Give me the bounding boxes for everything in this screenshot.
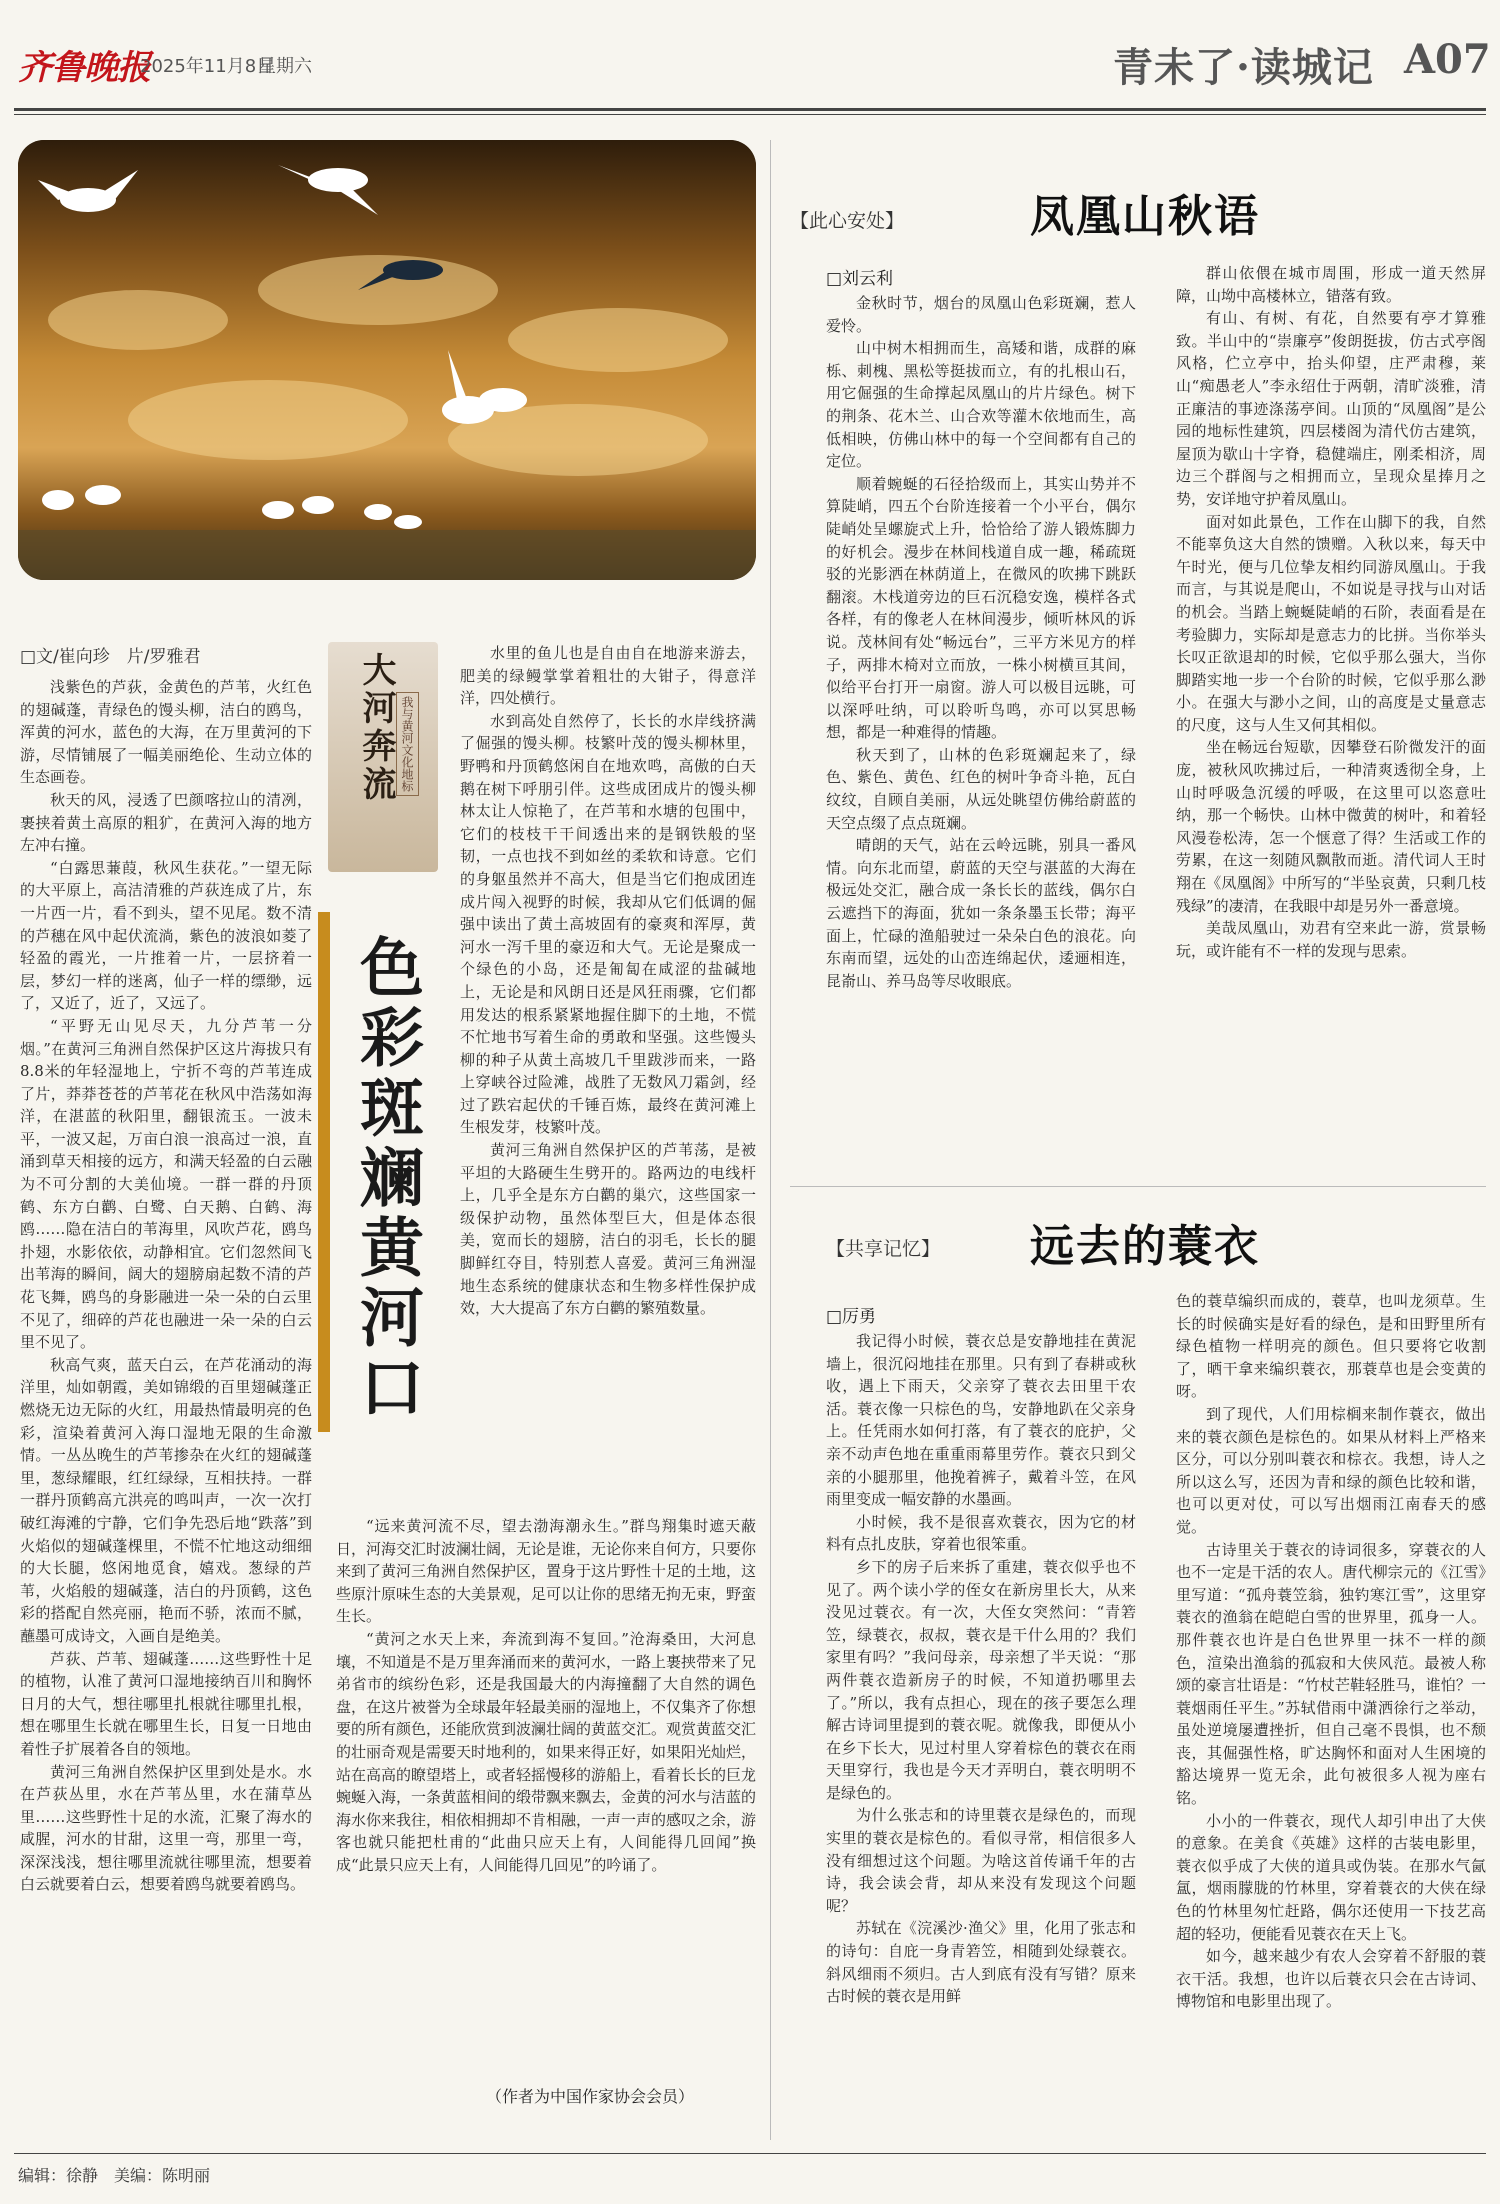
paragraph: “平野无山见尽天，九分芦苇一分烟。”在黄河三角洲自然保护区这片海拔只有8.8米的年轻湿地上，宁折不弯的芦苇连成了片，莽莽苍苍的芦苇花在秋风中浩荡如海洋，在湛蓝的秋阳里，翻银流玉。一波未平，一波又起，万亩白浪一浪高过一浪，直涌到草天相接的远方，和满天轻盈的白云融为不可分割的大美仙境。一群一群的丹顶鹤、东方白鹳、白鹭、白天鹅、白鹤、海鸥……隐在洁白的苇海里，风吹芦花，鸥鸟扑翅，水影依依，动静相宜。它们忽然间飞出苇海的瞬间，阔大的翅膀扇起数不清的芦花飞舞，鸥鸟的身影融进一朵一朵的白云里不见了，细碎的芦花也融进一朵一朵的白云里不见了。 — [20, 1016, 312, 1352]
column-divider — [770, 140, 771, 2140]
paragraph: 晴朗的天气，站在云岭远眺，别具一番风情。向东北而望，蔚蓝的天空与湛蓝的大海在极远处交汇，融合成一条长长的蓝线，偶尔白云遮挡下的海面，犹如一条条墨玉长带；海平面上，忙碌的渔船驶过一朵朵白色的浪花。向东南而望，远处的山峦连绵起伏，逶逦相连，昆嵛山、养马岛等尽收眼底。 — [826, 836, 1136, 990]
paragraph: 秋天到了，山林的色彩斑斓起来了，绿色、紫色、黄色、红色的树叶争奇斗艳，瓦白纹纹，自顾自美丽，从远处眺望仿佛给蔚蓝的天空点缀了点点斑斓。 — [826, 745, 1136, 832]
header-rule-thin — [14, 114, 1486, 115]
paragraph: 水里的鱼儿也是自由自在地游来游去，肥美的绿鳗掌掌着粗壮的大钳子，得意洋洋，四处横行。 — [460, 644, 756, 708]
article-divider — [790, 1186, 1486, 1187]
wetland-egrets-photo — [18, 140, 756, 580]
section-title: 青未了·读城记 — [1113, 44, 1374, 91]
author-note: （作者为中国作家协会会员） — [485, 2087, 694, 2106]
column-logo-title: 大河奔流 — [356, 652, 396, 804]
paragraph: 小时候，我不是很喜欢蓑衣，因为它的材料有点扎皮肤，穿着也很笨重。 — [826, 1512, 1136, 1554]
paragraph: 苏轼在《浣溪沙·渔父》里，化用了张志和的诗句：自庇一身青箬笠，相随到处绿蓑衣。斜风细雨不须归。古人到底有没有写错？原来古时候的蓑衣是用鲜 — [826, 1919, 1136, 2006]
paragraph: “黄河之水天上来，奔流到海不复回。”沧海桑田，大河息壤，不知道是不是万里奔涌而来的黄河水，一路上裹挟带来了兄弟省市的缤纷色彩，还是我国最大的内海撞翻了大自然的调色盘，在这片被誉为全球最年轻最美丽的湿地上，不仅集齐了你想要的所有颜色，还能欣赏到波澜壮阔的黄蓝交汇。观赏黄蓝交汇的壮丽奇观是需要天时地利的，如果来得正好，如果阳光灿烂，站在高高的瞭望塔上，或者轻摇慢移的游船上，看着长长的巨龙蜿蜒入海，一条黄蓝相间的缎带飘来飘去，金黄的河水与洁蓝的海水你来我往，相依相拥却不肯相融，一声一声的感叹之余，游客也就只能把杜甫的“此曲只应天上有，人间能得几回闻”换成“此景只应天上有，人间能得几回见”的吟诵了。 — [336, 1629, 756, 1874]
title-accent-bar — [318, 912, 330, 1432]
editor-credits: 编辑：徐静 美编：陈明丽 — [18, 2166, 211, 2185]
page-number: A07 — [1404, 36, 1491, 83]
paragraph: 面对如此景色，工作在山脚下的我，自然不能辜负这大自然的馈赠。入秋以来，每天中午时光，便与几位挚友相约同游凤凰山。于我而言，与其说是爬山，不如说是寻找与山对话的机会。当踏上蜿蜒陡峭的石阶，表面看是在考验脚力，实际却是意志力的比拼。当你举头长叹正欲退却的时候，它似乎那么强大，当你脚踏实地一步一个台阶的时候，它似乎那么渺小。在强大与渺小之间，山的高度是丈量意志的尺度，这与人生又何其相似。 — [1176, 512, 1486, 734]
article1-title: 色彩斑斓黄河口 — [349, 934, 423, 1424]
article2-author: □刘云利 — [826, 269, 894, 289]
issue-date: 2025年11月8日 — [140, 56, 275, 77]
article1-column1 — [20, 676, 312, 2101]
paragraph: 美哉凤凰山，劝君有空来此一游，赏景畅玩，或许能有不一样的发现与思索。 — [1176, 919, 1486, 960]
article2-column2 — [1176, 262, 1486, 1162]
issue-weekday: 星期六 — [258, 56, 312, 77]
paragraph: 水到高处自然停了，长长的水岸线挤满了倔强的馒头柳。枝繁叶茂的馒头柳林里，野鸭和丹顶鹤悠闲自在地欢鸣，高傲的白天鹅在树下呼朋引伴。这些成团成片的馒头柳林太让人惊艳了，在芦苇和水塘的包围中，它们的枝枝干干间透出来的是钢铁般的坚韧，一点也找不到如丝的柔软和诗意。它们的身躯虽然并不高大，但是当它们抱成团连成片闯入视野的时候，我却从它们低调的倔强中读出了黄土高坡固有的豪爽和浑厚，黄河水一泻千里的豪迈和大气。无论是聚成一个绿色的小岛，还是匍匐在咸涩的盐碱地上，无论是和风朗日还是风狂雨骤，它们都用发达的根系紧紧地握住脚下的土地，不慌不忙地书写着生命的勇敢和坚强。这些馒头柳的种子从黄土高坡几千里跋涉而来，一路上穿峡谷过险滩，战胜了无数风刀霜剑，经过了跌宕起伏的千锤百炼，最终在黄河滩上生根发芽，枝繁叶茂。 — [460, 711, 756, 1137]
paragraph: 金秋时节，烟台的凤凰山色彩斑斓，惹人爱怜。 — [826, 294, 1136, 335]
paragraph: 小小的一件蓑衣，现代人却引申出了大侠的意象。在美食《英雄》这样的古装电影里，蓑衣似乎成了大侠的道具或伪装。在那水气氤氲，烟雨朦胧的竹林里，穿着蓑衣的大侠在绿色的竹林里匆忙赶路，偶尔还使用一下技艺高超的轻功，便能看见蓑衣在天上飞。 — [1176, 1811, 1486, 1943]
paragraph: 芦荻、芦苇、翅碱蓬……这些野性十足的植物，认准了黄河口湿地接纳百川和胸怀日月的大气，想往哪里扎根就往哪里扎根，想在哪里生长就在哪里生长，日复一日地由着性子扩展着各自的领地。 — [20, 1649, 312, 1758]
footer-rule — [14, 2153, 1486, 2154]
header-rule — [14, 108, 1486, 111]
paragraph: 有山、有树、有花，自然要有亭才算雅致。半山中的“崇廉亭”俊朗挺拔，仿古式亭阁风格，伫立亭中，抬头仰望，庄严肃穆，莱山“痴愚老人”李永绍仕于两朝，清旷淡雅，清正廉洁的事迹涤荡亭间。山顶的“凤凰阁”是公园的地标性建筑，四层楼阁为清代仿古建筑，屋顶为歇山十字脊，稳健端庄，刚柔相济，周边三个群阁与之相拥而立，呈现众星捧月之势，安详地守护着凤凰山。 — [1176, 309, 1486, 508]
paragraph: 群山依偎在城市周围，形成一道天然屏障，山坳中高楼林立，错落有致。 — [1176, 264, 1486, 305]
article1-column2 — [460, 642, 756, 1512]
article3-column1 — [826, 1330, 1136, 2140]
article3-title: 远去的蓑衣 — [1030, 1221, 1260, 1272]
paragraph: 坐在畅远台短歇，因攀登石阶微发汗的面庞，被秋风吹拂过后，一种清爽透彻全身，上山时呼吸急沉缓的呼吸，在这里可以恣意吐纳，那一个畅快。山林中微黄的树叶，和着轻风漫卷松涛，怎一个惬意了得？生活或工作的劳累，在这一刻随风飘散而逝。清代词人王时翔在《凤凰阁》中所写的“半坠哀黄，只剩几枝残绿”的凄清，在我眼中却是另外一番意境。 — [1176, 738, 1486, 915]
paragraph: 到了现代，人们用棕榈来制作蓑衣，做出来的蓑衣颜色是棕色的。如果从材料上严格来区分，可以分别叫蓑衣和棕衣。我想，诗人之所以这么写，还因为青和绿的颜色比较和谐，也可以更对仗，可以写出烟雨江南春天的感觉。 — [1176, 1404, 1486, 1536]
paragraph: 秋天的风，浸透了巴颜喀拉山的清冽，裹挟着黄土高原的粗犷，在黄河入海的地方左冲右撞。 — [20, 790, 312, 855]
paragraph: 我记得小时候，蓑衣总是安静地挂在黄泥墙上，很沉闷地挂在那里。只有到了春耕或秋收，遇上下雨天，父亲穿了蓑衣去田里干农活。蓑衣像一只棕色的鸟，安静地趴在父亲身上。任凭雨水如何打落，有了蓑衣的庇护，父亲不动声色地在重重雨幕里劳作。蓑衣只到父亲的小腿那里，他挽着裤子，戴着斗笠，在风雨里变成一幅安静的水墨画。 — [826, 1332, 1136, 1509]
paragraph: “白露思蒹葭，秋风生获花。”一望无际的大平原上，高洁清雅的芦荻连成了片，东一片西一片，看不到头，望不见尾。数不清的芦穗在风中起伏流淌，紫色的波浪如菱了轻盈的霞光，一片推着一片，一层挤着一层，梦幻一样的迷离，仙子一样的缥缈，远了，又近了，近了，又远了。 — [20, 858, 312, 1013]
article3-author: □厉勇 — [826, 1307, 877, 1327]
paragraph: 秋高气爽，蓝天白云，在芦花涌动的海洋里，灿如朝霞，美如锦缎的百里翅碱蓬正燃烧无边无际的火红，用最热情最明亮的色彩，渲染着黄河入海口湿地无限的生命激情。一丛丛晚生的芦苇掺杂在火红的翅碱蓬里，葱绿耀眼，红红绿绿，互相扶持。一群一群丹顶鹤高亢洪亮的鸣叫声，一次一次打破红海滩的宁静，它们争先恐后地“跌落”到火焰似的翅碱蓬棵里，不慌不忙地这动细细的大长腿，悠闲地觅食，嬉戏。葱绿的芦苇，火焰般的翅碱蓬，洁白的丹顶鹤，这色彩的搭配自然亮丽，艳而不骄，浓而不腻，蘸墨可成诗文，入画自是绝美。 — [20, 1355, 312, 1645]
article2-title: 凤凰山秋语 — [1030, 191, 1260, 242]
newspaper-logo: 齐鲁晚报 — [18, 48, 150, 88]
article3-column2 — [1176, 1290, 1486, 2140]
column-logo — [328, 642, 438, 872]
article1-column3 — [336, 1515, 756, 2085]
paragraph: 山中树木相拥而生，高矮和谐，成群的麻栎、刺槐、黑松等挺拔而立，有的扎根山石，用它倔强的生命撑起凤凰山的片片绿色。树下的荆条、花木兰、山合欢等灌木依地而生，高低相映，仿佛山林中的每一个空间都有自己的定位。 — [826, 339, 1136, 471]
paragraph: 色的蓑草编织而成的，蓑草，也叫龙须草。生长的时候确实是好看的绿色，是和田野里所有绿色植物一样明亮的颜色。但只要将它收割了，晒干拿来编织蓑衣，那蓑草也是会变黄的呀。 — [1176, 1292, 1486, 1401]
article2-tag: 【此心安处】 — [790, 210, 905, 232]
paragraph: 为什么张志和的诗里蓑衣是绿色的，而现实里的蓑衣是棕色的。看似寻常，相信很多人没有细想过这个问题。为啥这首传诵千年的古诗，我会读会背，却从来没有发现这个问题呢？ — [826, 1806, 1136, 1915]
paragraph: 顺着蜿蜒的石径拾级而上，其实山势并不算陡峭，四五个台阶连接着一个小平台，偶尔陡峭处呈螺旋式上升，恰恰给了游人锻炼脚力的好机会。漫步在林间栈道自成一趣，稀疏斑驳的光影洒在林荫道上，在微风的吹拂下跳跃翻滚。木栈道旁边的巨石沉稳安逸，模样各式各样，有的像老人在林间漫步，倾听林风的诉说。茂林间有处“畅远台”，三平方米见方的样子，两排木椅对立而放，一株小树横亘其间，似给平台打开一扇窗。游人可以极目远眺，可以深呼吐纳，可以聆听鸟鸣，亦可以冥思畅想，都是一种难得的情趣。 — [826, 474, 1136, 742]
article1-byline: □文/崔向珍 片/罗雅君 — [20, 647, 201, 667]
column-logo-subtitle: 我与黄河文化地标 — [396, 692, 419, 796]
paragraph: 黄河三角洲自然保护区里到处是水。水在芦荻丛里，水在芦苇丛里，水在蒲草丛里……这些野性十足的水流，汇聚了海水的咸腥，河水的甘甜，这里一弯，那里一弯，深深浅浅，想往哪里流就往哪里流，想要着白云就要着白云，想要着鸥鸟就要着鸥鸟。 — [20, 1762, 312, 1894]
article2-column1 — [826, 292, 1136, 1162]
paragraph: “远来黄河流不尽，望去渤海潮永生。”群鸟翔集时遮天蔽日，河海交汇时波澜壮阔，无论是谁，无论你来自何方，只要你来到了黄河三角洲自然保护区，置身于这片野性十足的土地，这些原汁原味生态的大美景观，足可以让你的思绪无拘无束，野蛮生长。 — [336, 1517, 756, 1626]
paragraph: 如今，越来越少有农人会穿着不舒服的蓑衣干活。我想，也许以后蓑衣只会在古诗词、博物馆和电影里出现了。 — [1176, 1947, 1486, 2011]
paragraph: 乡下的房子后来拆了重建，蓑衣似乎也不见了。两个读小学的侄女在新房里长大，从来没见过蓑衣。有一次，大侄女突然问：“青箬笠，绿蓑衣，叔叔，蓑衣是干什么用的？我们家里有吗？”我问母亲，母亲想了半天说：“那两件蓑衣造新房子的时候，不知道扔哪里去了。”所以，我有点担心，现在的孩子要怎么理解古诗词里提到的蓑衣呢。就像我，即便从小在乡下长大，见过村里人穿着棕色的蓑衣在雨天里穿行，我也是今天才弄明白，蓑衣明明不是绿色的。 — [826, 1557, 1136, 1802]
paragraph: 黄河三角洲自然保护区的芦苇荡，是被平坦的大路硬生生劈开的。路两边的电线杆上，几乎全是东方白鹳的巢穴，这些国家一级保护动物，虽然体型巨大，但是体态很美，宽而长的翅膀，洁白的羽毛，长长的腿脚鲜红夺目，特别惹人喜爱。黄河三角洲湿地生态系统的健康状态和生物多样性保护成效，大大提高了东方白鹳的繁殖数量。 — [460, 1141, 756, 1318]
paragraph: 浅紫色的芦荻，金黄色的芦苇，火红色的翅碱蓬，青绿色的馒头柳，洁白的鸥鸟，浑黄的河水，蓝色的大海，在万里黄河的下游，尽情铺展了一幅美丽绝伦、生动立体的生态画卷。 — [20, 678, 312, 787]
article3-tag: 【共享记忆】 — [826, 1238, 941, 1260]
paragraph: 古诗里关于蓑衣的诗词很多，穿蓑衣的人也不一定是干活的农人。唐代柳宗元的《江雪》里写道：“孤舟蓑笠翁，独钓寒江雪”，这里穿蓑衣的渔翁在皑皑白雪的世界里，孤身一人。那件蓑衣也许是白色世界里一抹不一样的颜色，渲染出渔翁的孤寂和大侠风范。最被人称颂的豪言壮语是：“竹杖芒鞋轻胜马，谁怕？一蓑烟雨任平生。”苏轼借雨中潇洒徐行之举动，虽处逆境屡遭挫折，但自己毫不畏惧，也不颓丧，其倔强性格，旷达胸怀和面对人生困境的豁达境界一览无余，此句被很多人视为座右铭。 — [1176, 1540, 1486, 1808]
